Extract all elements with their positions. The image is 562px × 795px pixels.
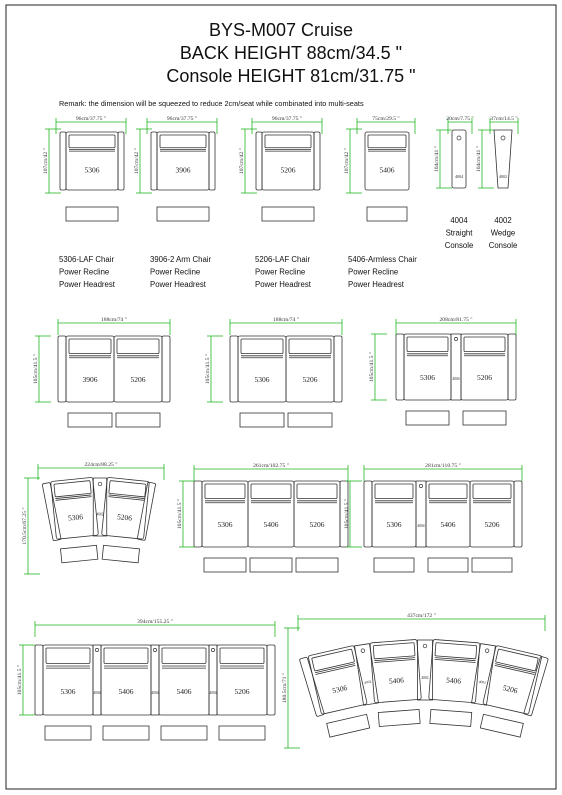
console-caption: Straight [445,228,473,238]
single-caption: 5206-LAF Chair [255,255,311,264]
seat-code-label: 5406 [263,520,279,530]
console-caption: Console [444,241,474,250]
width-dimension-label: 75cm/29.5 " [372,116,400,122]
width-dimension-label: 281cm/110.75 " [425,463,461,469]
width-dimension-label: 37cm/14.5 " [490,116,518,122]
depth-dimension-label: 180.5cm/71 " [282,672,288,704]
title-back-height: BACK HEIGHT 88cm/34.5 " [179,43,403,63]
depth-dimension-label: 105cm/41.5 " [33,353,39,385]
seat-code-label: 5306 [331,683,349,696]
console-code-label: 4002 [96,512,104,517]
title-console-height: Console HEIGHT 81cm/31.75 " [166,66,416,86]
seat-code-label: 5306 [60,687,76,696]
seat-code-label: 3906 [175,165,191,175]
depth-dimension-label: 170.5cm/67.25 " [22,507,28,545]
seat-code-label: 5306 [420,373,435,383]
seat-code-label: 5206 [116,512,133,523]
depth-dimension-label: 107cm/42 " [239,147,245,175]
single-caption: Power Recline [150,267,201,277]
single-caption: Power Recline [348,267,399,277]
console-code-label: 4004 [93,691,101,695]
width-dimension-label: 20cm/7.75 " [446,116,474,122]
console-code-label: 4004 [452,377,460,382]
seat-code-label: 5206 [501,683,519,696]
seat-code-label: 5306 [67,512,84,523]
depth-dimension-label: 104cm/41 " [434,145,440,173]
depth-dimension-label: 104cm/41 " [476,145,482,173]
console-code-label: 4002 [478,679,487,685]
console-caption: 4002 [494,216,512,225]
width-dimension-label: 96cm/37.75 " [75,116,107,122]
seat-code-label: 5406 [176,687,192,696]
depth-dimension-label: 105cm/41.5 " [17,664,23,696]
depth-dimension-label: 105cm/41.5 " [344,498,350,530]
seat-code-label: 5306 [84,165,100,175]
seat-code-label: 5306 [217,520,233,530]
depth-dimension-label: 107cm/42 " [134,147,140,175]
seat-code-label: 5306 [254,375,270,385]
page-frame [6,5,556,789]
seat-code-label: 5406 [440,520,456,530]
console-caption: Console [488,241,518,250]
console-code-label: 4002 [421,676,429,680]
depth-dimension-label: 107cm/42 " [43,147,49,175]
console-code-label: 4002 [363,679,372,685]
seat-code-label: 3906 [82,375,98,385]
single-caption: Power Recline [59,267,110,277]
width-dimension-label: 261cm/102.75 " [253,463,289,469]
seat-code-label: 5306 [386,520,402,530]
depth-dimension-label: 105cm/41.5 " [369,351,375,383]
seat-code-label: 5206 [484,520,500,530]
seat-code-label: 5206 [477,373,492,383]
single-caption: Power Headrest [348,280,404,289]
width-dimension-label: 208cm/81.75 " [439,317,473,323]
width-dimension-label: 188cm/74 " [100,317,128,323]
single-caption: 5406-Armless Chair [348,255,417,264]
single-caption: Power Headrest [150,280,206,289]
remark-text: Remark: the dimension will be squeezed to reduce 2cm/seat while combinated into multi-seats [59,99,364,108]
width-dimension-label: 394cm/155.25 " [137,619,173,625]
single-caption: 3906-2 Arm Chair [150,255,212,264]
seat-code-label: 5406 [445,675,462,686]
console-caption: Wedge [490,228,516,238]
console-code-label: 4004 [209,691,217,695]
console-code-label: 4004 [455,174,463,179]
width-dimension-label: 96cm/37.75 " [166,116,198,122]
width-dimension-label: 96cm/37.75 " [271,116,303,122]
depth-dimension-label: 105cm/41.5 " [177,498,183,530]
depth-dimension-label: 107cm/42 " [344,147,350,175]
seat-code-label: 5206 [234,687,250,696]
seat-code-label: 5406 [379,165,395,175]
depth-dimension-label: 105cm/41.5 " [205,353,211,385]
width-dimension-label: 437cm/172 " [407,613,436,619]
console-code-label: 4004 [151,691,159,695]
seat-code-label: 5206 [280,165,296,175]
console-caption: 4004 [450,216,468,225]
seat-code-label: 5206 [130,375,146,385]
seat-code-label: 5206 [302,375,318,385]
seat-code-label: 5406 [388,675,405,686]
title-model: BYS-M007 Cruise [208,20,354,40]
seat-code-label: 5406 [118,687,134,696]
single-caption: Power Headrest [59,280,115,289]
seat-code-label: 5206 [309,520,325,530]
console-code-label: 4002 [499,174,507,179]
single-caption: Power Recline [255,267,306,277]
single-caption: 5306-LAF Chair [59,255,115,264]
width-dimension-label: 224cm/88.25 " [84,462,118,468]
single-caption: Power Headrest [255,280,311,289]
console-code-label: 4004 [417,524,425,529]
width-dimension-label: 188cm/74 " [272,317,300,323]
